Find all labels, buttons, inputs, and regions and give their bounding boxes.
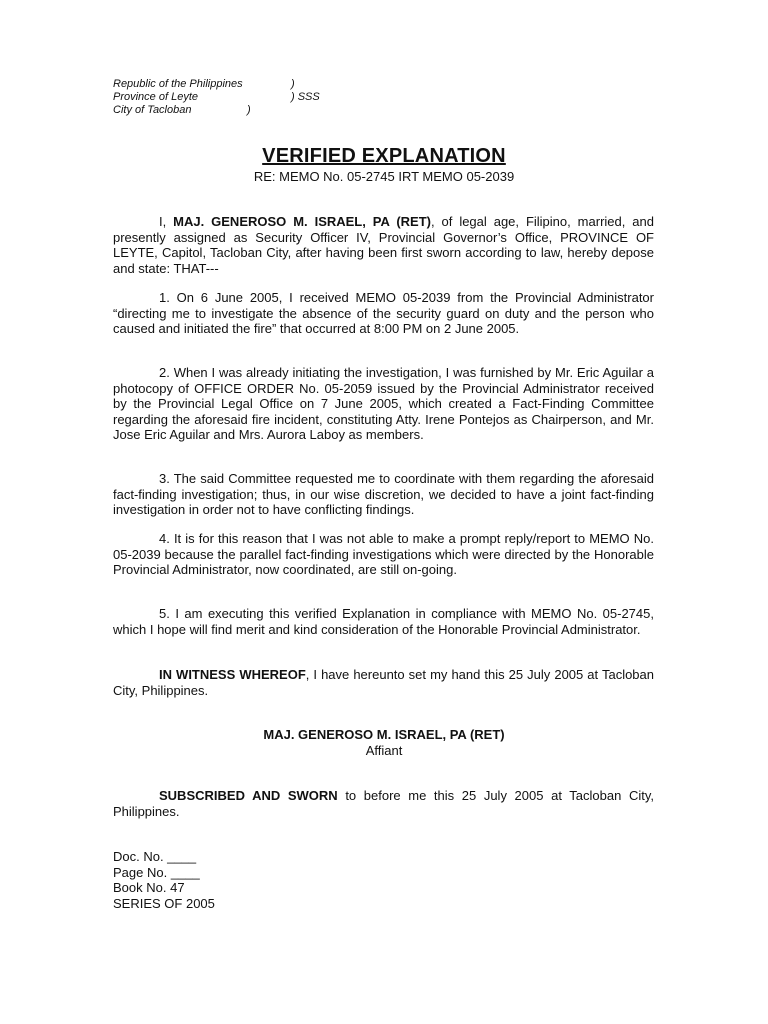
- venue-row-republic: [113, 78, 295, 91]
- affiant-name: MAJ. GENEROSO M. ISRAEL, PA (RET): [263, 727, 505, 742]
- jurat-bold: SUBSCRIBED AND SWORN: [159, 788, 338, 803]
- docket-doc-no: Doc. No. ____: [113, 849, 197, 864]
- jurat-rest: to before me this 25 July 2005 at Tacloban City, Philippines.: [113, 788, 654, 819]
- venue-row-province: [113, 91, 320, 104]
- document-subtitle: RE: MEMO No. 05-2745 IRT MEMO 05-2039: [253, 169, 515, 184]
- paragraph-3: 3. The said Committee requested me to coordinate with them regarding the aforesaid fact-finding investigation; thus, in our wise discretion, we decided to have a joint fact-finding investigation in order not to have conflicting findings.: [113, 471, 654, 517]
- paragraph-5: 5. I am executing this verified Explanation in compliance with MEMO No. 05-2745, which I hope will find merit and kind consideration of the Honorable Provincial Administrator.: [113, 606, 654, 637]
- paragraph-2: 2. When I was already initiating the investigation, I was furnished by Mr. Eric Aguilar a photocopy of OFFICE ORDER No. 05-2059 issued by the Provincial Administrator received by the Provincial Legal Office on 7 June 2005, which created a Fact-Finding Committee regarding the aforesaid fire incident, constituting Atty. Irene Pontejos as Chairperson, and Mr. Jose Eric Aguilar and Mrs. Aurora Laboy as members.: [113, 365, 654, 442]
- venue-city: City of Tacloban: [113, 104, 192, 116]
- intro-paragraph: [113, 214, 654, 276]
- venue-paren-1: ): [291, 78, 295, 90]
- paragraph-4: 4. It is for this reason that I was not able to make a prompt reply/report to MEMO No. 05-2039 because the parallel fact-finding investigations which were directed by the Honorable Provincial Administrator, now coordinated, are still on-going.: [113, 531, 654, 577]
- venue-province: Province of Leyte: [113, 91, 198, 103]
- intro-lead: I,: [159, 214, 174, 229]
- intro-name: MAJ. GENEROSO M. ISRAEL, PA (RET): [173, 214, 431, 229]
- affiant-label: Affiant: [365, 743, 403, 758]
- docket-page-no: Page No. ____: [113, 864, 200, 880]
- paragraph-1: 1. On 6 June 2005, I received MEMO 05-2039 from the Provincial Administrator “directing me to investigate the absence of the security guard on duty and the person who caused and initiated the fire” that occurred at 8:00 PM on 2 June 2005.: [113, 290, 654, 336]
- witness-bold: IN WITNESS WHEREOF: [159, 667, 306, 682]
- docket-series: SERIES OF 2005: [113, 895, 215, 911]
- venue-republic: Republic of the Philippines: [113, 78, 243, 90]
- venue-paren-2: ) SSS: [291, 91, 320, 103]
- witness-rest: , I have hereunto set my hand this 25 July 2005 at Tacloban City, Philippines.: [113, 667, 655, 698]
- intro-rest: , of legal age, Filipino, married, and presently assigned as Security Officer IV, Provincial Governor’s Office, PROVINCE OF LEYTE, Capitol, Tacloban City, after having been first sworn according to law, hereby depose and state: THAT---: [113, 214, 654, 276]
- venue-paren-3: ): [247, 104, 251, 116]
- document-title: VERIFIED EXPLANATION: [262, 145, 506, 167]
- venue-row-city: [113, 104, 251, 117]
- docket-block: [113, 849, 215, 911]
- docket-book-no: Book No. 47: [113, 880, 185, 895]
- witness-paragraph: [113, 667, 654, 698]
- jurat-paragraph: [113, 788, 654, 819]
- venue-block: [113, 78, 320, 117]
